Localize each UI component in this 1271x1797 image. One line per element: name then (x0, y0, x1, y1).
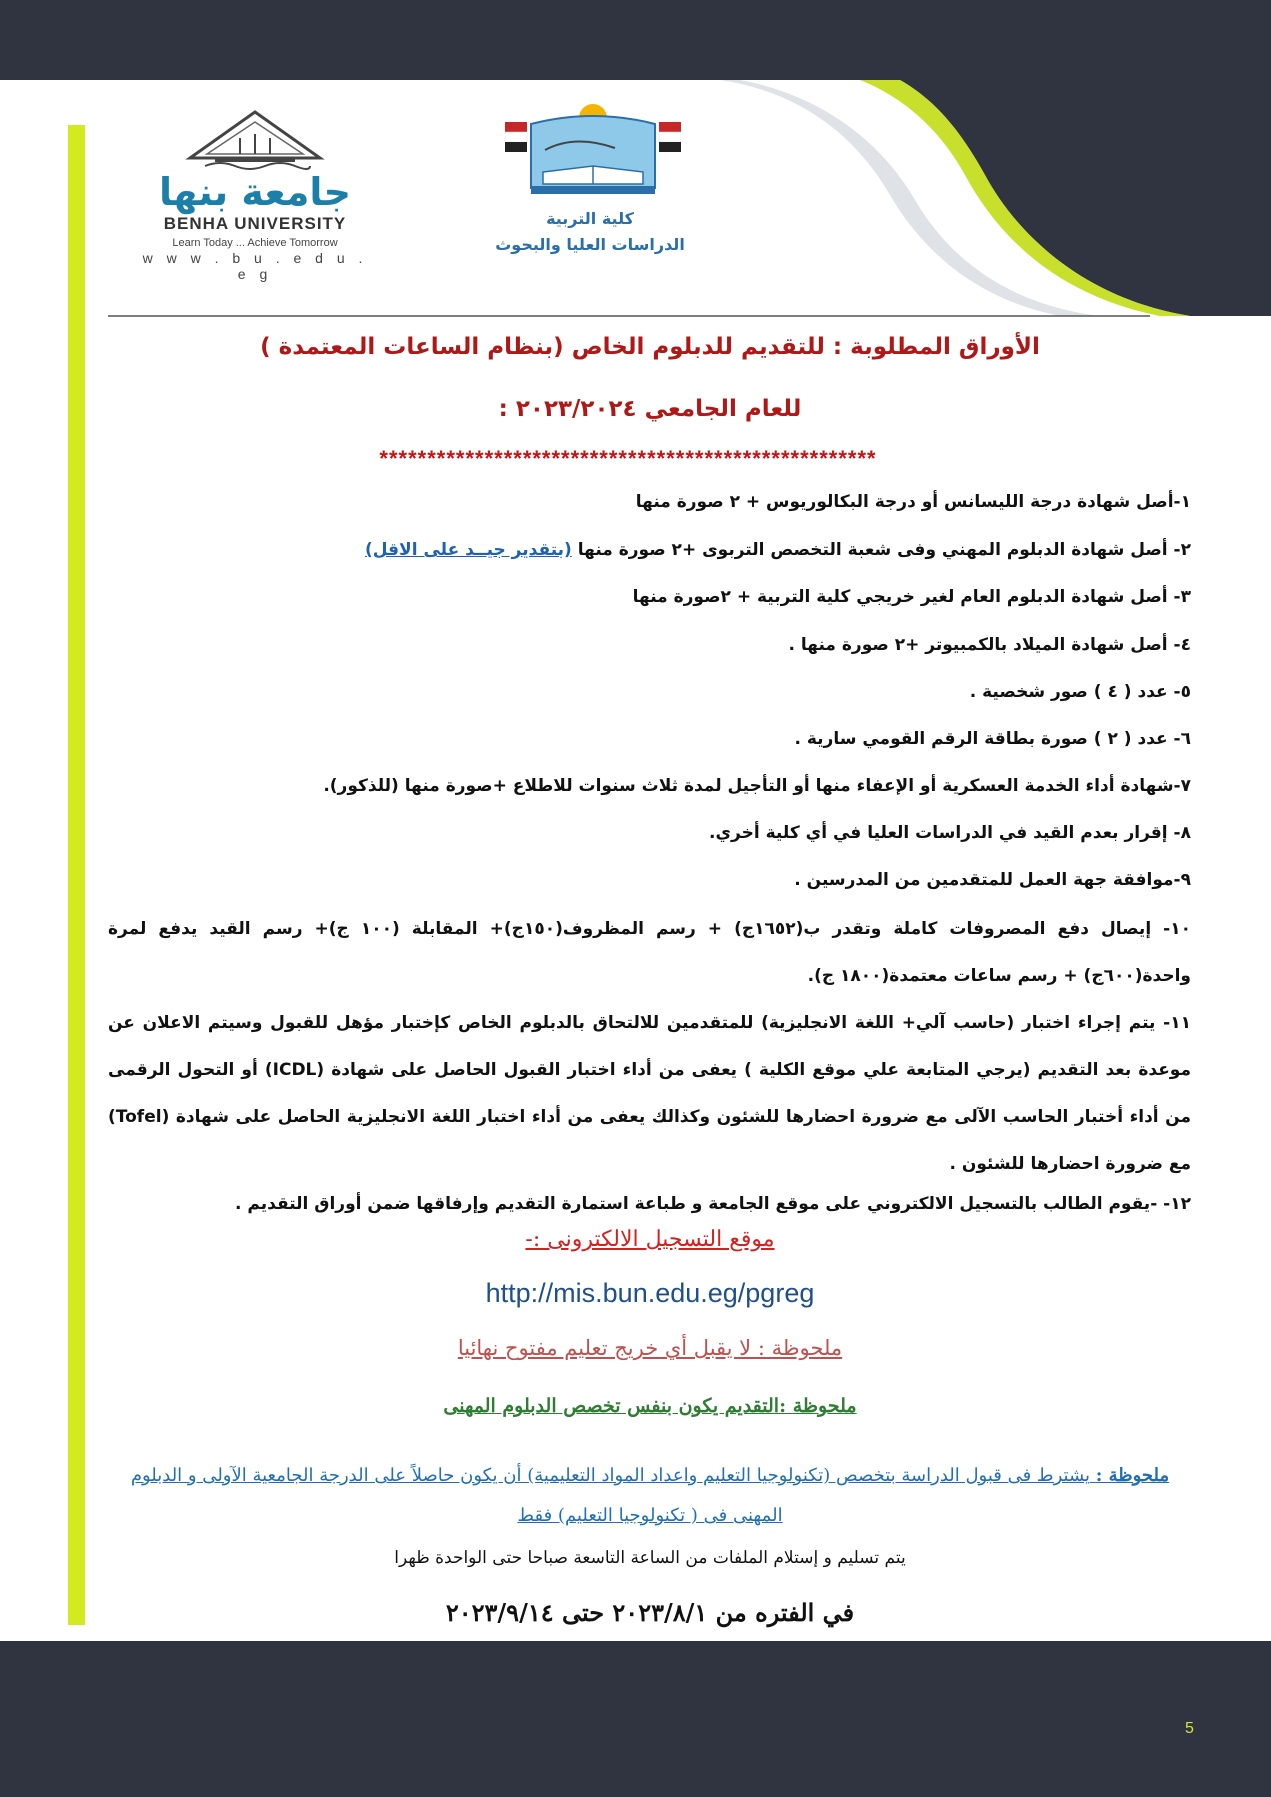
page-number: 5 (1185, 1720, 1194, 1737)
requirement-item-6: ٦- عدد ( ٢ ) صورة بطاقة الرقم القومي سارية . (794, 729, 1191, 749)
requirement-item-9: ٩-موافقة جهة العمل للمتقدمين من المدرسين . (794, 870, 1191, 890)
stars-separator: **************************************************** (379, 446, 877, 471)
document-title: الأوراق المطلوبة : للتقديم للدبلوم الخاص (بنظام الساعات المعتمدة ) (260, 334, 1040, 360)
university-emblem-icon (185, 108, 325, 172)
university-name-english: BENHA UNIVERSITY (163, 214, 347, 233)
university-slogan: Learn Today ... Achieve Tomorrow (172, 237, 338, 249)
grade-requirement-highlight: (بتقدير جيــد على الاقل) (364, 540, 572, 560)
requirement-item-5: ٥- عدد ( ٤ ) صور شخصية . (969, 682, 1191, 702)
note-education-technology (120, 1456, 1180, 1536)
bottom-dark-band (0, 1641, 1271, 1797)
requirement-item-10: ١٠- إيصال دفع المصروفات كاملة وتقدر ب(١٦٥٢ج) + رسم المظروف(١٥٠ج)+ المقابلة (١٠٠ ج)+ رسم القيد يدفع لمرة واحدة(٦٠٠ج) + رسم ساعات معتمدة(١٨٠٠ ج). (108, 919, 1191, 986)
faculty-name: كلية التربية (546, 209, 634, 228)
requirement-item-2 (365, 540, 1191, 560)
submission-period: في الفتره من ٢٠٢٣/٨/١ حتى ٢٠٢٣/٩/١٤ (445, 1598, 855, 1627)
university-name-arabic: جامعة بنها (158, 170, 352, 214)
department-name: الدراسات العليا والبحوث (495, 235, 685, 254)
note-open-education: ملحوظة : لا يقبل أي خريج تعليم مفتوح نهائيا (457, 1336, 843, 1360)
requirement-item-11: ١١- يتم إجراء اختبار (حاسب آلي+ اللغة الانجليزية) للمتقدمين للالتحاق بالدبلوم الخاص كإختبار مؤهل للقبول وسيتم الاعلان عن موعدة بعد التقديم (يرجي المتابعة علي موقع الكلية ) يعفى من أداء اختبار القبول الحاصل على شهادة (ICDL) أو التحول الرقمى من أداء أختبار الحاسب الآلى مع ضرورة احضارها للشئون وكذالك يعفى من أداء اختبار اللغة الانجليزية الحاصل على شهادة (Tofel) مع ضرورة احضارها للشئون . (108, 1013, 1191, 1174)
note-text: يشترط فى قبول الدراسة بتخصص (تكنولوجيا التعليم واعداد المواد التعليمية) أن يكون حاصلاً على الدرجة الجامعية الآولى و الدبلوم المهنى فى ( تكنولوجيا التعليم) فقط (130, 1465, 1091, 1526)
faculty-of-education-logo (505, 100, 681, 196)
university-website: w w w . b u . e d u . e g (142, 250, 368, 282)
top-dark-band (0, 0, 1271, 80)
registration-site-label-text: موقع التسجيل الالكترونى :- (525, 1227, 775, 1252)
academic-year-title: للعام الجامعي ٢٠٢٣/٢٠٢٤ : (498, 396, 802, 422)
requirement-item-2-text: ٢- أصل شهادة الدبلوم المهني وفى شعبة التخصص التربوى +٢ صورة منها (577, 540, 1191, 560)
registration-url-link[interactable]: http://mis.bun.edu.eg/pgreg (485, 1278, 815, 1308)
registration-site-label (400, 1227, 900, 1252)
note-label: ملحوظة : (1095, 1465, 1170, 1486)
file-delivery-hours: يتم تسليم و إستلام الملفات من الساعة التاسعة صباحا حتى الواحدة ظهرا (394, 1548, 906, 1568)
benha-university-logo (140, 108, 370, 282)
requirement-item-7: ٧-شهادة أداء الخدمة العسكرية أو الإعفاء منها أو التأجيل لمدة ثلاث سنوات للاطلاع +صورة منها (للذكور). (323, 776, 1191, 796)
requirement-item-1: ١-أصل شهادة درجة الليسانس أو درجة البكالوريوس + ٢ صورة منها (635, 492, 1191, 512)
faculty-department-name (440, 206, 740, 258)
note-same-specialization: ملحوظة :التقديم يكون بنفس تخصص الدبلوم المهنى (443, 1395, 857, 1417)
requirement-item-3: ٣- أصل شهادة الدبلوم العام لغير خريجي كلية التربية + ٢صورة منها (632, 587, 1191, 607)
requirement-item-4: ٤- أصل شهادة الميلاد بالكمبيوتر +٢ صورة منها . (788, 635, 1191, 655)
requirement-item-12: ١٢- -يقوم الطالب بالتسجيل الالكتروني على موقع الجامعة و طباعة استمارة التقديم وإرفاقها ضمن أوراق التقديم . (235, 1194, 1191, 1214)
requirement-item-8: ٨- إقرار بعدم القيد في الدراسات العليا في أي كلية أخري. (709, 823, 1191, 843)
left-lime-bar (68, 125, 85, 1625)
